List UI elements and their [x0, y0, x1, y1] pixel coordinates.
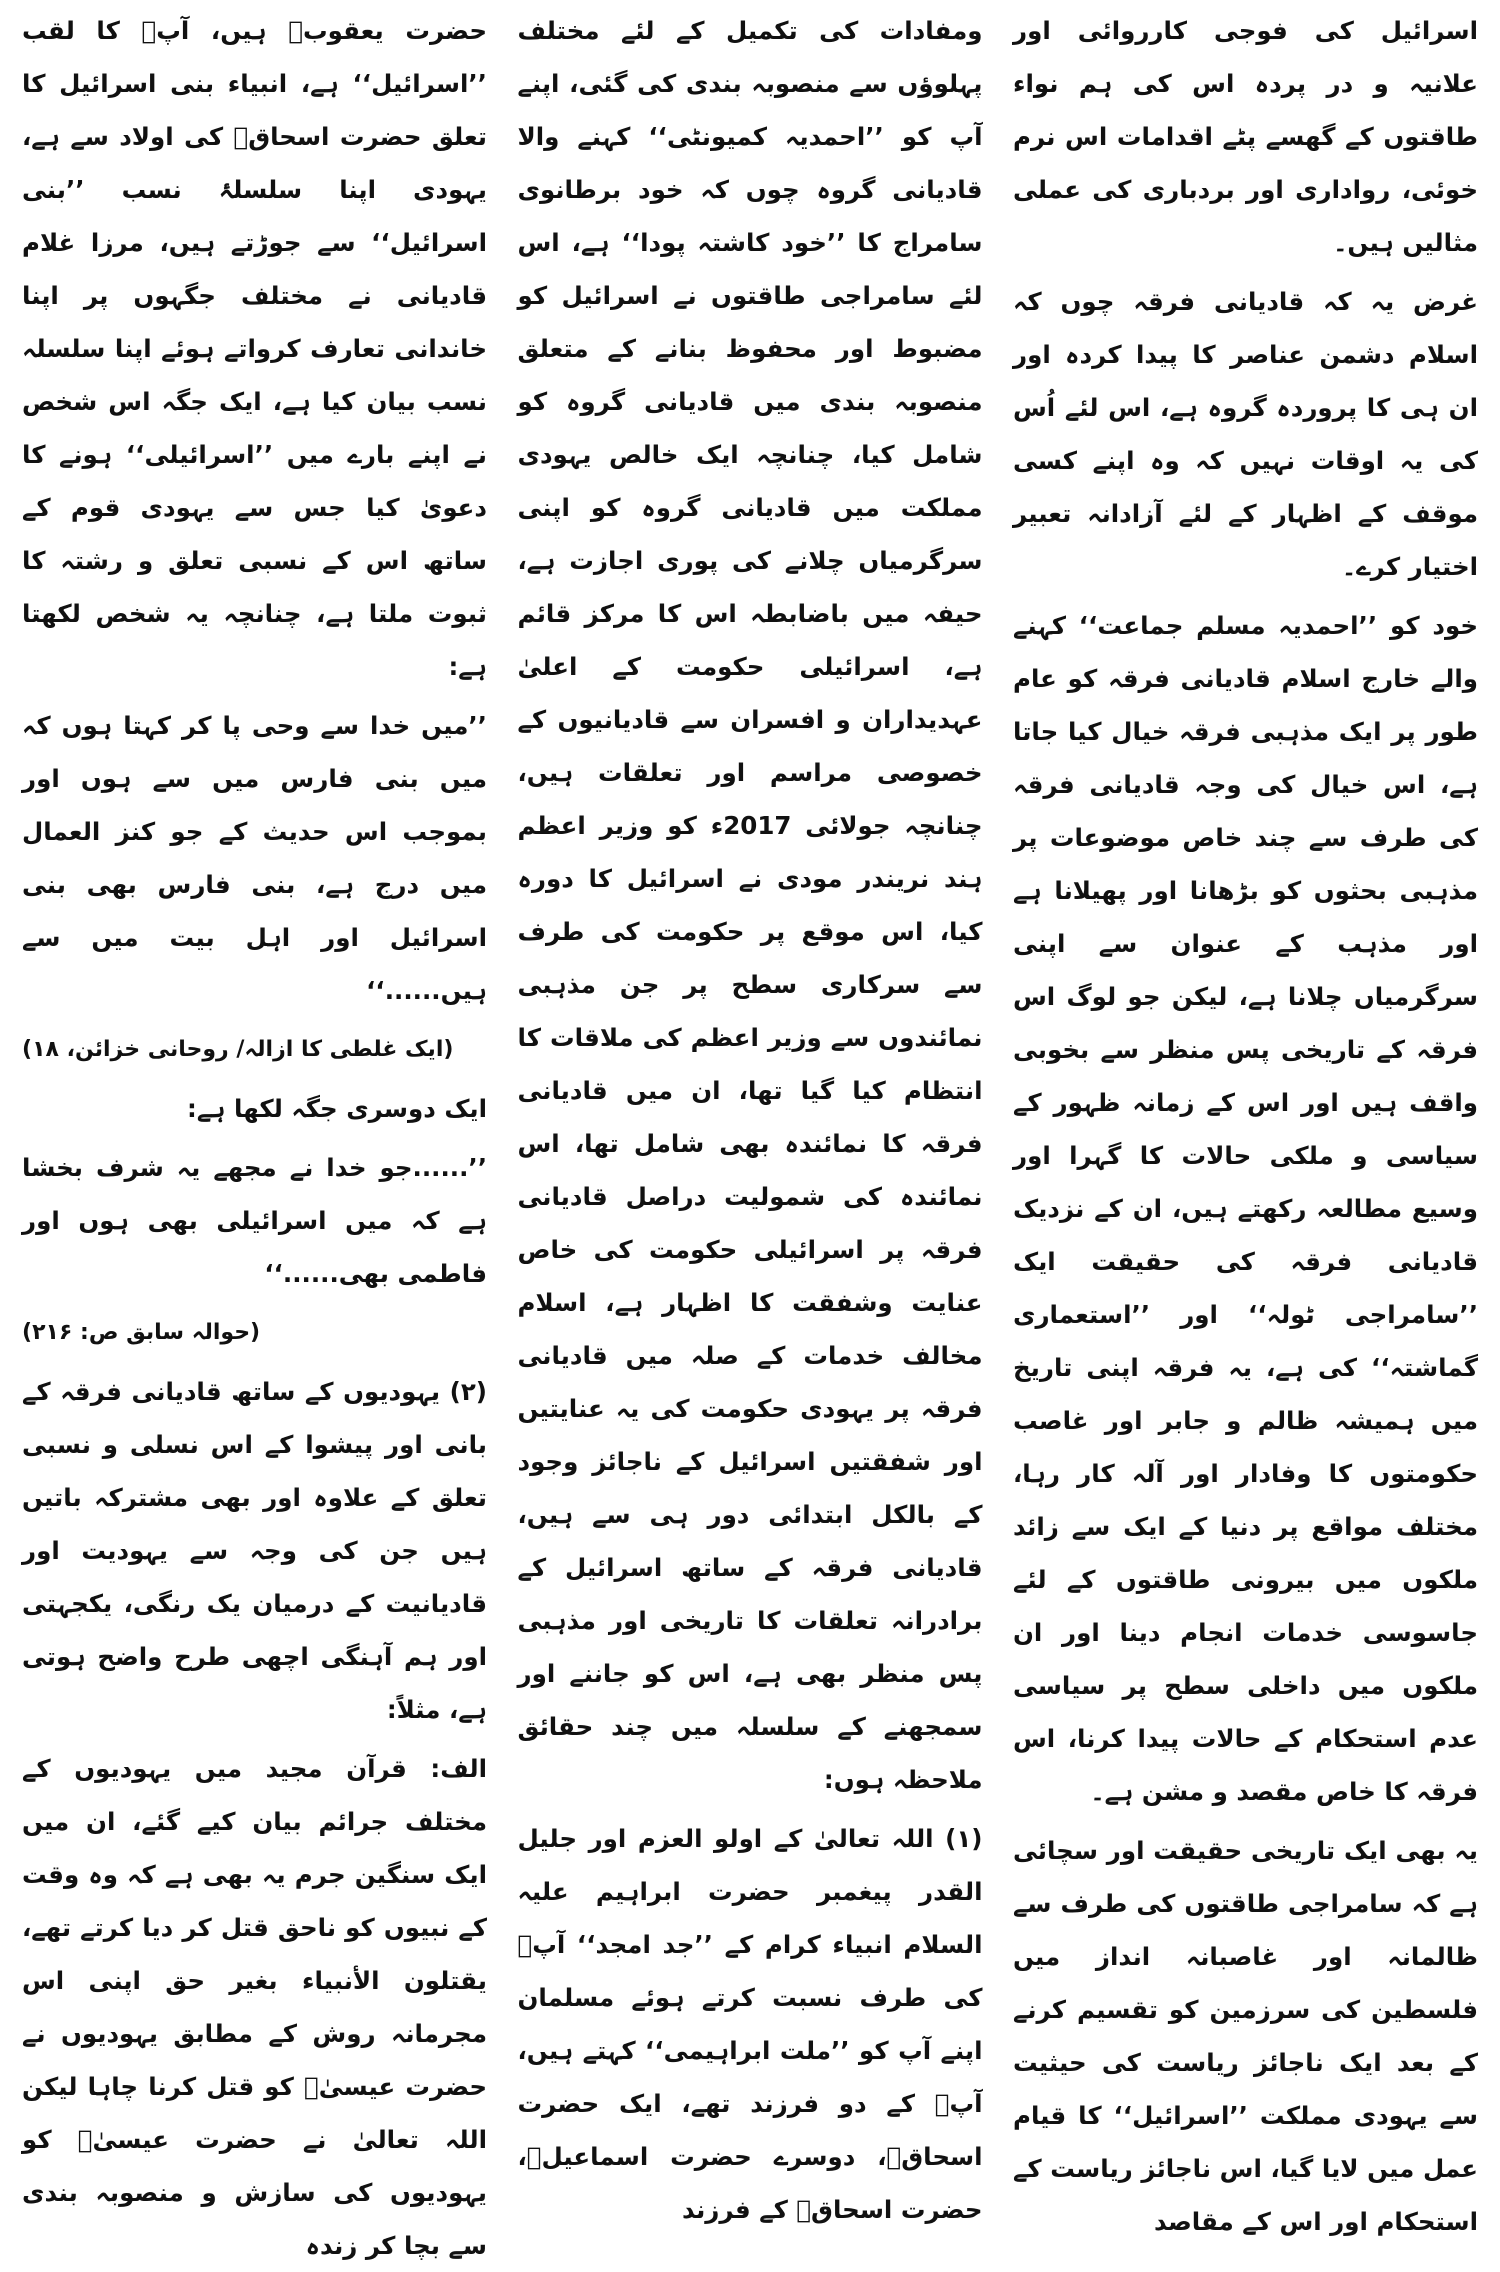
column-right: [1013, 0, 1478, 2236]
paragraph: حضرت یعقوبؑ ہیں، آپؑ کا لقب ’’اسرائیل‘‘ ہے، انبیاء بنی اسرائیل کا تعلق حضرت اسحاقؑ کی اولاد سے ہے، یہودی اپنا سلسلۂ نسب ’’بنی اسرائیل‘‘ سے جوڑتے ہیں، مرزا غلام قادیانی نے مختلف جگہوں پر اپنا خاندانی تعارف کرواتے ہوئے اپنا سلسلہ نسب بیان کیا ہے، ایک جگہ اس شخص نے اپنے بارے میں ’’اسرائیلی‘‘ ہونے کا دعویٰ کیا جس سے یہودی قوم کے ساتھ اس کے نسبی تعلق و رشتہ کا ثبوت ملتا ہے، چنانچہ یہ شخص لکھتا ہے:: [22, 16, 487, 681]
paragraph: (۲) یہودیوں کے ساتھ قادیانی فرقہ کے بانی اور پیشوا کے اس نسلی و نسبی تعلق کے علاوہ اور بھی مشترکہ باتیں ہیں جن کی وجہ سے یہودیت اور قادیانیت کے درمیان یک رنگی، یکجہتی اور ہم آہنگی اچھی طرح واضح ہوتی ہے، مثلاً:: [22, 1377, 487, 1724]
paragraph: خود کو ’’احمدیہ مسلم جماعت‘‘ کہنے والے خارج اسلام قادیانی فرقہ کو عام طور پر ایک مذہبی فرقہ خیال کیا جاتا ہے، اس خیال کی وجہ قادیانی فرقہ کی طرف سے چند خاص موضوعات پر مذہبی بحثوں کو بڑھانا اور پھیلانا ہے اور مذہب کے عنوان سے اپنی سرگرمیاں چلانا ہے، لیکن جو لوگ اس فرقہ کے تاریخی پس منظر سے بخوبی واقف ہیں اور اس کے زمانہ ظہور کے سیاسی و ملکی حالات کا گہرا اور وسیع مطالعہ رکھتے ہیں، ان کے نزدیک قادیانی فرقہ کی حقیقت ایک ’’سامراجی ٹولہ‘‘ اور ’’استعماری گماشتہ‘‘ کی ہے، یہ فرقہ اپنی تاریخ میں ہمیشہ ظالم و جابر اور غاصب حکومتوں کا وفادار اور آلہ کار رہا، مختلف مواقع پر دنیا کے ایک سے زائد ملکوں میں بیرونی طاقتوں کے لئے جاسوسی خدمات انجام دینا اور ان ملکوں میں داخلی سطح پر سیاسی عدم استحکام کے حالات پیدا کرنا، اس فرقہ کا خاص مقصد و مشن ہے۔: [1013, 611, 1478, 1806]
paragraph: ایک دوسری جگہ لکھا ہے:: [187, 1094, 487, 1123]
paragraph: الف: قرآن مجید میں یہودیوں کے مختلف جرائم بیان کیے گئے، ان میں ایک سنگین جرم یہ بھی ہے کہ وہ وقت کے نبیوں کو ناحق قتل کر دیا کرتے تھے، یقتلون الأنبیاء بغیر حق اپنی اس مجرمانہ روش کے مطابق یہودیوں نے حضرت عیسیٰؑ کو قتل کرنا چاہا لیکن اللہ تعالیٰ نے حضرت عیسیٰؑ کو یہودیوں کی سازش و منصوبہ بندی سے بچا کر زندہ: [22, 1754, 487, 2260]
paragraph: ومفادات کی تکمیل کے لئے مختلف پہلوؤں سے منصوبہ بندی کی گئی، اپنے آپ کو ’’احمدیہ کمیونٹی‘‘ کہنے والا قادیانی گروہ چوں کہ خود برطانوی سامراج کا ’’خود کاشتہ پودا‘‘ ہے، اس لئے سامراجی طاقتوں نے اسرائیل کو مضبوط اور محفوظ بنانے کے متعلق منصوبہ بندی میں قادیانی گروہ کو شامل کیا، چنانچہ ایک خالص یہودی مملکت میں قادیانی گروہ کو اپنی سرگرمیاں چلانے کی پوری اجازت ہے، حیفہ میں باضابطہ اس کا مرکز قائم ہے، اسرائیلی حکومت کے اعلیٰ عہدیداران و افسران سے قادیانیوں کے خصوصی مراسم اور تعلقات ہیں، چنانچہ جولائی 2017ء کو وزیر اعظم ہند نریندر مودی نے اسرائیل کا دورہ کیا، اس موقع پر حکومت کی طرف سے سرکاری سطح پر جن مذہبی نمائندوں سے وزیر اعظم کی ملاقات کا انتظام کیا گیا تھا، ان میں قادیانی فرقہ کا نمائندہ بھی شامل تھا، اس نمائندہ کی شمولیت دراصل قادیانی فرقہ پر اسرائیلی حکومت کی خاص عنایت وشفقت کا اظہار ہے، اسلام مخالف خدمات کے صلہ میں قادیانی فرقہ پر یہودی حکومت کی یہ عنایتیں اور شفقتیں اسرائیل کے ناجائز وجود کے بالکل ابتدائی دور ہی سے ہیں، قادیانی فرقہ کے ساتھ اسرائیل کے برادرانہ تعلقات کا تاریخی اور مذہبی پس منظر بھی ہے، اس کو جاننے اور سمجھنے کے سلسلہ میں چند حقائق ملاحظہ ہوں:: [517, 16, 983, 1794]
citation: (حوالہ سابق ص: ۲۱۶): [22, 1320, 261, 1345]
paragraph: (۱) اللہ تعالیٰ کے اولو العزم اور جلیل القدر پیغمبر حضرت ابراہیم علیہ السلام انبیاء کرام کے ’’جد امجد‘‘ آپؑ کی طرف نسبت کرتے ہوئے مسلمان اپنے آپ کو ’’ملت ابراہیمی‘‘ کہتے ہیں، آپؑ کے دو فرزند تھے، ایک حضرت اسحاقؑ، دوسرے حضرت اسماعیلؑ، حضرت اسحاقؑ کے فرزند: [517, 1824, 983, 2224]
citation: (ایک غلطی کا ازالہ/ روحانی خزائن، ۱۸): [22, 1037, 454, 1062]
quotation: ’’......جو خدا نے مجھے یہ شرف بخشا ہے کہ میں اسرائیلی بھی ہوں اور فاطمی بھی......‘‘: [22, 1153, 487, 1288]
quotation: ’’میں خدا سے وحی پا کر کہتا ہوں کہ میں بنی فارس میں سے ہوں اور بموجب اس حدیث کے جو کنز العمال میں درج ہے، بنی فارس بھی بنی اسرائیل اور اہل بیت میں سے ہیں......‘‘: [22, 711, 487, 1005]
paragraph: یہ بھی ایک تاریخی حقیقت اور سچائی ہے کہ سامراجی طاقتوں کی طرف سے ظالمانہ اور غاصبانہ انداز میں فلسطین کی سرزمین کو تقسیم کرنے کے بعد ایک ناجائز ریاست کی حیثیت سے یہودی مملکت ’’اسرائیل‘‘ کا قیام عمل میں لایا گیا، اس ناجائز ریاست کے استحکام اور اس کے مقاصد: [1013, 1836, 1478, 2236]
column-left: [22, 0, 487, 2260]
article-columns: [22, 0, 1478, 2260]
paragraph: غرض یہ کہ قادیانی فرقہ چوں کہ اسلام دشمن عناصر کا پیدا کردہ اور ان ہی کا پروردہ گروہ ہے، اس لئے اُس کی یہ اوقات نہیں کہ وہ اپنے کسی موقف کے اظہار کے لئے آزادانہ تعبیر اختیار کرے۔: [1013, 287, 1478, 581]
paragraph: اسرائیل کی فوجی کارروائی اور علانیہ و در پردہ اس کی ہم نواء طاقتوں کے گھسے پٹے اقدامات اس نرم خوئی، رواداری اور بردباری کی عملی مثالیں ہیں۔: [1013, 16, 1478, 257]
column-middle: [517, 0, 983, 2224]
